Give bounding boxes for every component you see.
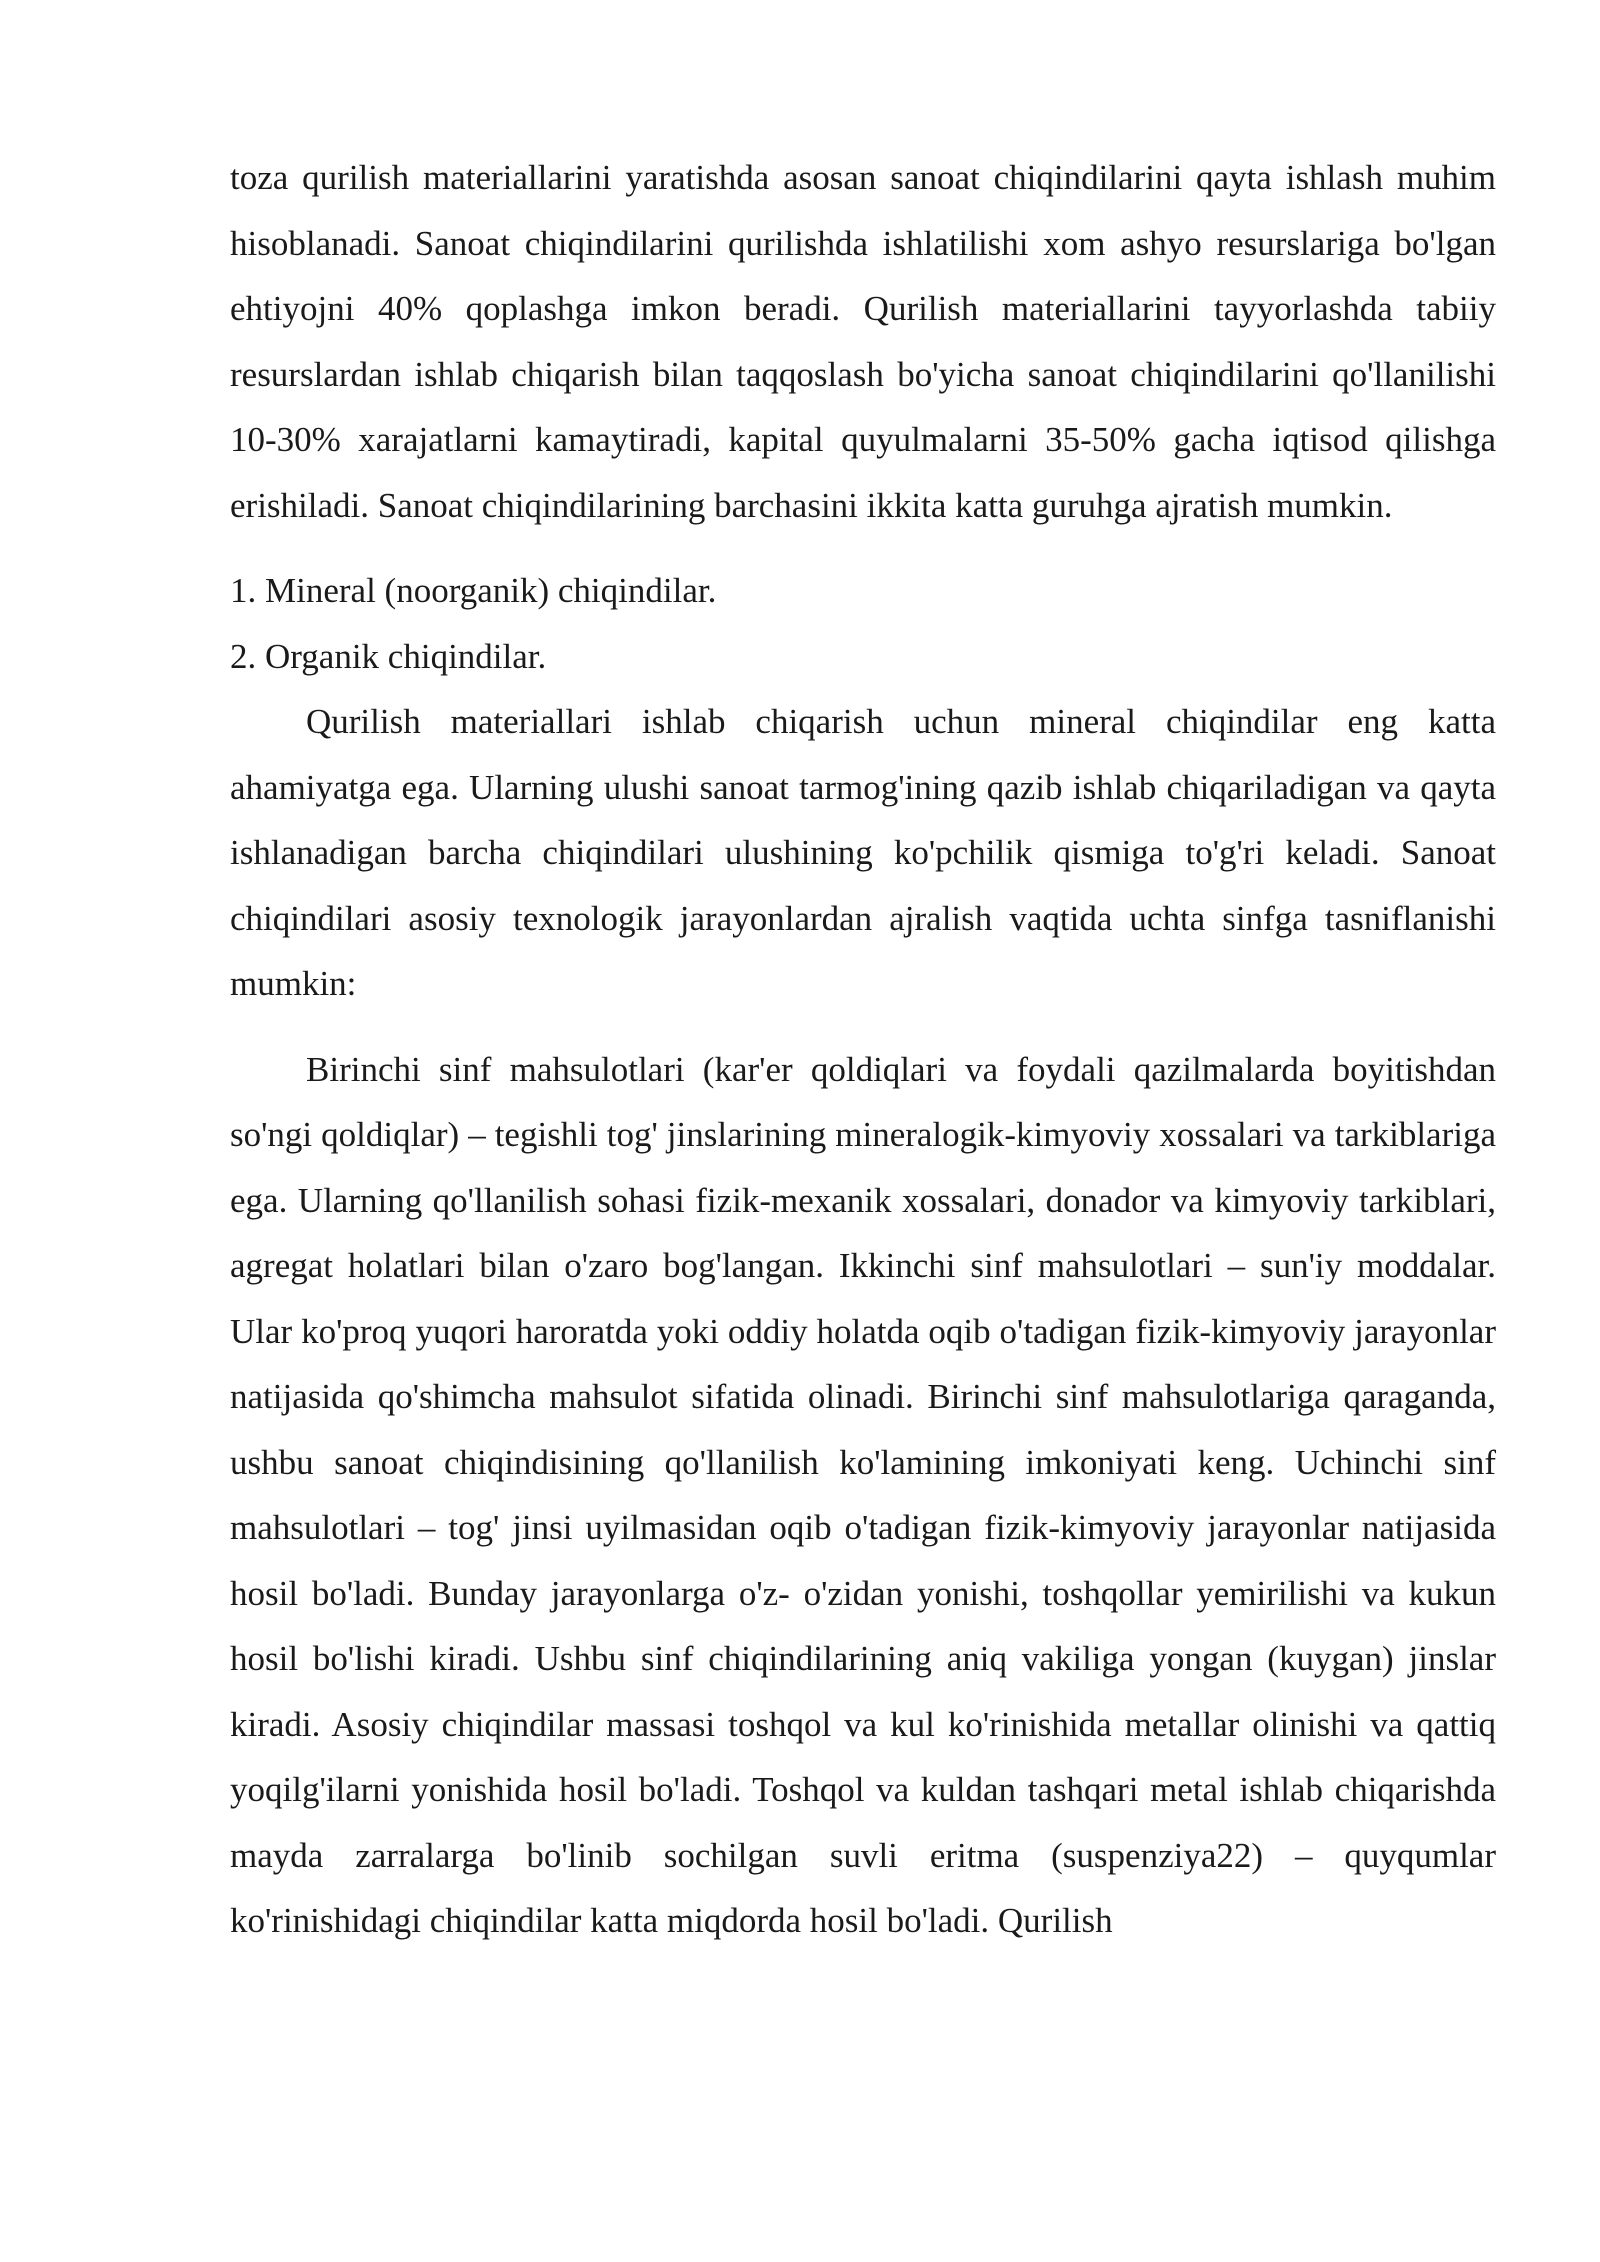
paragraph-intro: toza qurilish materiallarini yaratishda asosan sanoat chiqindilarini qayta ishlash muhim hisoblanadi. Sanoat chiqindilarini qurilishda ishlatilishi xom ashyo resurslariga bo'lgan ehtiyojni 40% qoplashga imkon beradi. Qurilish materiallarini tayyorlashda tabiiy resurslardan ishlab chiqarish bilan taqqoslash bo'yicha sanoat chiqindilarini qo'llanilishi 10-30% xarajatlarni kamaytiradi, kapital quyulmalarni 35-50% gacha iqtisod qilishga erishiladi. Sanoat chiqindilarining barchasini ikkita katta guruhga ajratish mumkin.	[230, 158, 1496, 525]
paragraph-waste-classes: Birinchi sinf mahsulotlari (kar'er qoldiqlari va foydali qazilmalarda boyitishdan so'ngi qoldiqlar) – tegishli tog' jinslarining mineralogik-kimyoviy xossalari va tarkiblariga ega. Ularning qo'llanilish sohasi fizik-mexanik xossalari, donador va kimyoviy tarkiblari, agregat holatlari bilan o'zaro bog'langan. Ikkinchi sinf mahsulotlari – sun'iy moddalar. Ular ko'proq yuqori haroratda yoki oddiy holatda oqib o'tadigan fizik-kimyoviy jarayonlar natijasida qo'shimcha mahsulot sifatida olinadi. Birinchi sinf mahsulotlariga qaraganda, ushbu sanoat chiqindisining qo'llanilish ko'lamining imkoniyati keng. Uchinchi sinf mahsulotlari – tog' jinsi uyilmasidan oqib o'tadigan fizik-kimyoviy jarayonlar natijasida hosil bo'ladi. Bunday jarayonlarga o'z- o'zidan yonishi, toshqollar yemirilishi va kukun hosil bo'lishi kiradi. Ushbu sinf chiqindilarining aniq vakiliga yongan (kuygan) jinslar kiradi. Asosiy chiqindilar massasi toshqol va kul ko'rinishida metallar olinishi va qattiq yoqilg'ilarni yonishida hosil bo'ladi. Toshqol va kuldan tashqari metal ishlab chiqarishda mayda zarralarga bo'linib sochilgan suvli eritma (suspenziya22) – quyqumlar ko'rinishidagi chiqindilar katta miqdorda hosil bo'ladi. Qurilish	[230, 1049, 1496, 1940]
document-page	[230, 145, 1496, 1954]
paragraph-mineral-waste: Qurilish materiallari ishlab chiqarish uchun mineral chiqindilar eng katta ahamiyatga ega. Ularning ulushi sanoat tarmog'ining qazib ishlab chiqariladigan va qayta ishlanadigan barcha chiqindilari ulushining ko'pchilik qismiga to'g'ri keladi. Sanoat chiqindilari asosiy texnologik jarayonlardan ajralish vaqtida uchta sinfga tasniflanishi mumkin:	[230, 702, 1496, 1003]
list-item-mineral: 1. Mineral (noorganik) chiqindilar.	[230, 571, 717, 610]
list-item-organic: 2. Organik chiqindilar.	[230, 636, 547, 676]
